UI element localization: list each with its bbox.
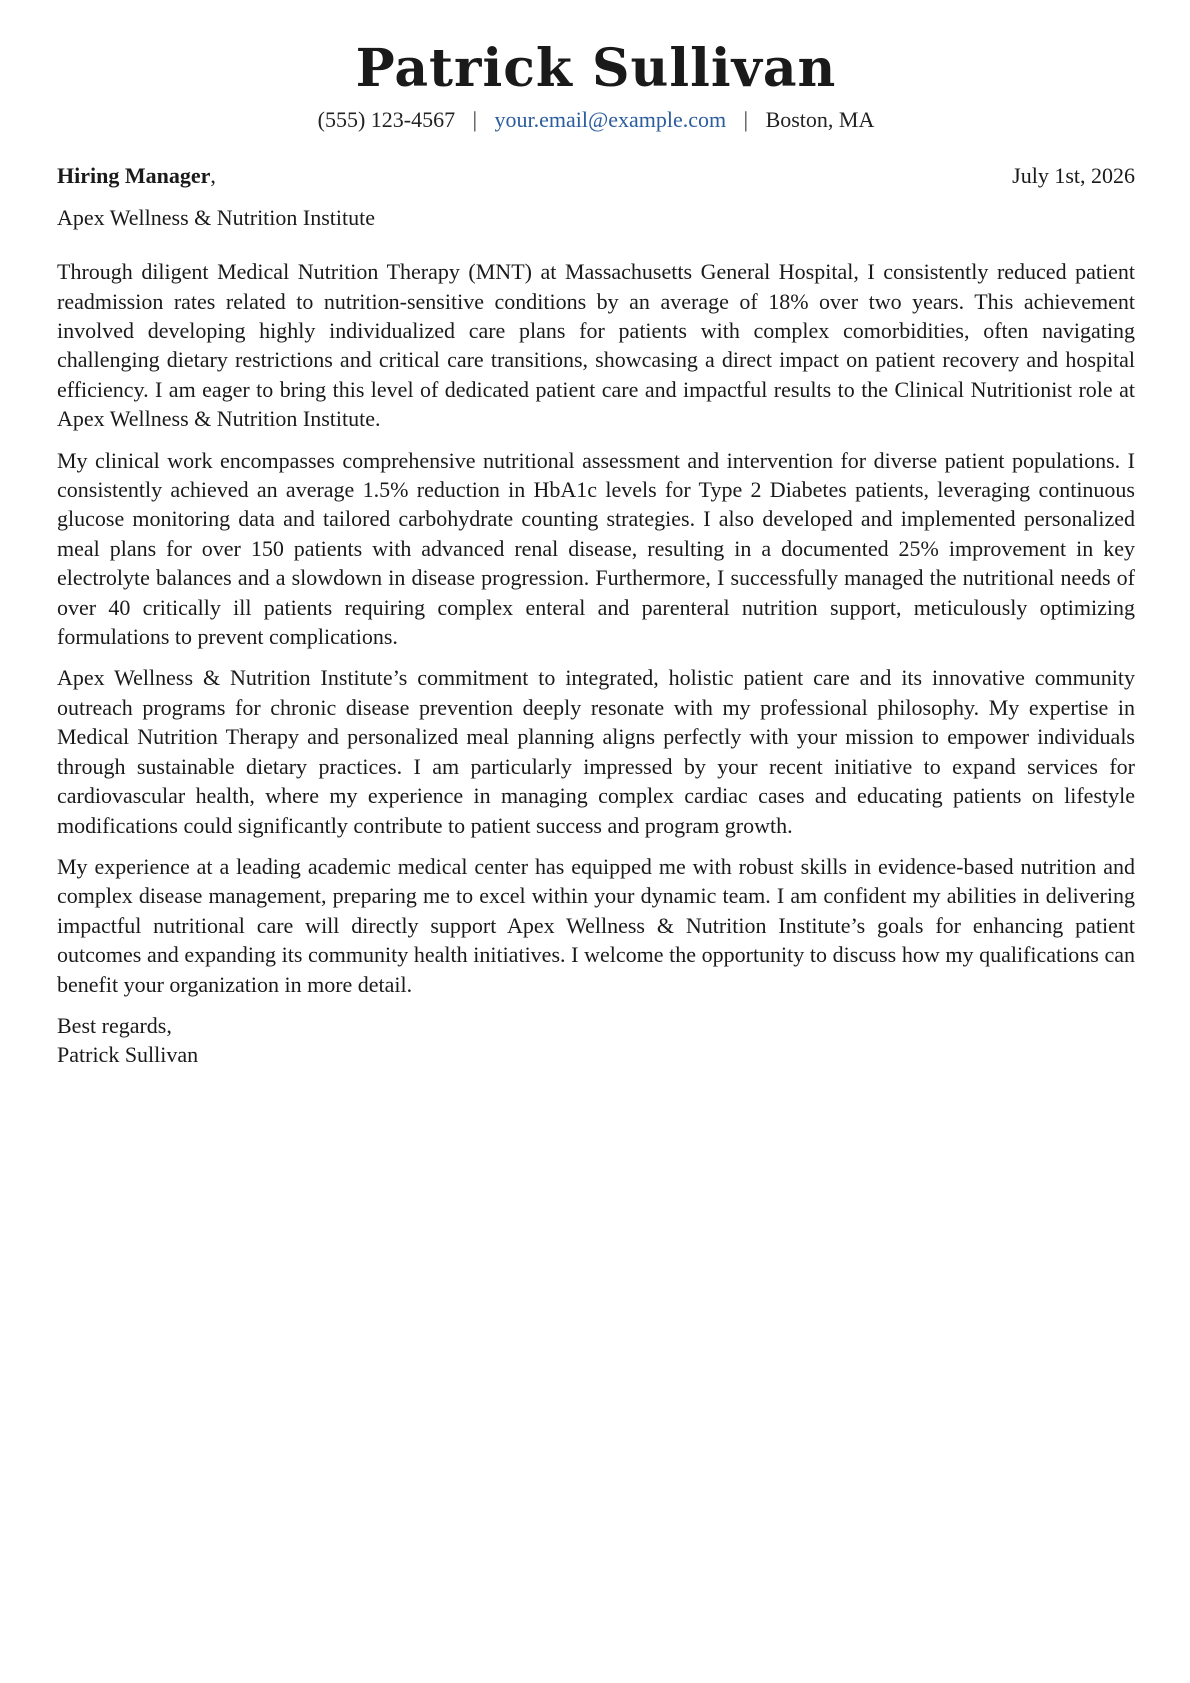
contact-line [57, 107, 1135, 133]
company-name: Apex Wellness & Nutrition Institute [57, 205, 376, 231]
cover-letter-page [57, 0, 1135, 1070]
signoff: Best regards, [57, 1012, 172, 1038]
body-paragraph: My clinical work encompasses comprehensive nutritional assessment and intervention for diverse patient populations. I consistently achieved an average 1.5% reduction in HbA1c levels for Type 2 Diabetes patients, leveraging continuous glucose monitoring data and tailored carbohydrate counting strategies. I also developed and implemented personalized meal plans for over 150 patients with advanced renal disease, resulting in a documented 25% improvement in key electrolyte balances and a slowdown in disease progression. Furthermore, I successfully managed the nutritional needs of over 40 critically ill patients requiring complex enteral and parenteral nutrition support, meticulously optimizing formulations to prevent complications. [57, 447, 1135, 650]
body-paragraph: Apex Wellness & Nutrition Institute’s commitment to integrated, holistic patient care and its innovative community outreach programs for chronic disease prevention deeply resonate with my professional philosophy. My expertise in Medical Nutrition Therapy and personalized meal planning aligns perfectly with your mission to empower individuals through sustainable dietary practices. I am particularly impressed by your recent initiative to expand services for cardiovascular health, where my experience in managing complex cardiac cases and educating patients on lifestyle modifications could significantly contribute to patient success and program growth. [57, 665, 1135, 838]
letter-body [57, 257, 1135, 999]
separator: | [743, 107, 749, 133]
location: Boston, MA [765, 107, 875, 133]
body-paragraph: My experience at a leading academic medical center has equipped me with robust skills in evidence-based nutrition and complex disease management, preparing me to excel within your dynamic team. I am confident my abilities in delivering impactful nutritional care will directly support Apex Wellness & Nutrition Institute’s goals for enhancing patient outcomes and expanding its community health initiatives. I welcome the opportunity to discuss how my qualifications can benefit your organization in more detail. [57, 853, 1135, 997]
letter-date: July 1st, 2026 [1012, 163, 1135, 189]
recipient-row [57, 163, 1135, 189]
signature: Patrick Sullivan [57, 1042, 199, 1068]
letter-closing [57, 1011, 1135, 1070]
body-paragraph: Through diligent Medical Nutrition Therapy (MNT) at Massachusetts General Hospital, I consistently reduced patient readmission rates related to nutrition-sensitive conditions by an average of 18% over two years. This achievement involved developing highly individualized care plans for patients with complex comorbidities, often navigating challenging dietary restrictions and critical care transitions, showcasing a direct impact on patient recovery and hospital efficiency. I am eager to bring this level of dedicated patient care and impactful results to the Clinical Nutritionist role at Apex Wellness & Nutrition Institute. [57, 259, 1135, 432]
applicant-name: Patrick Sullivan [355, 38, 837, 99]
salutation-punct: , [210, 163, 216, 189]
letter-header [57, 0, 1135, 133]
email-link[interactable]: your.email@example.com [494, 107, 727, 133]
salutation [57, 163, 216, 189]
separator: | [472, 107, 478, 133]
salutation-name: Hiring Manager [57, 163, 211, 189]
phone-number: (555) 123-4567 [317, 107, 456, 133]
